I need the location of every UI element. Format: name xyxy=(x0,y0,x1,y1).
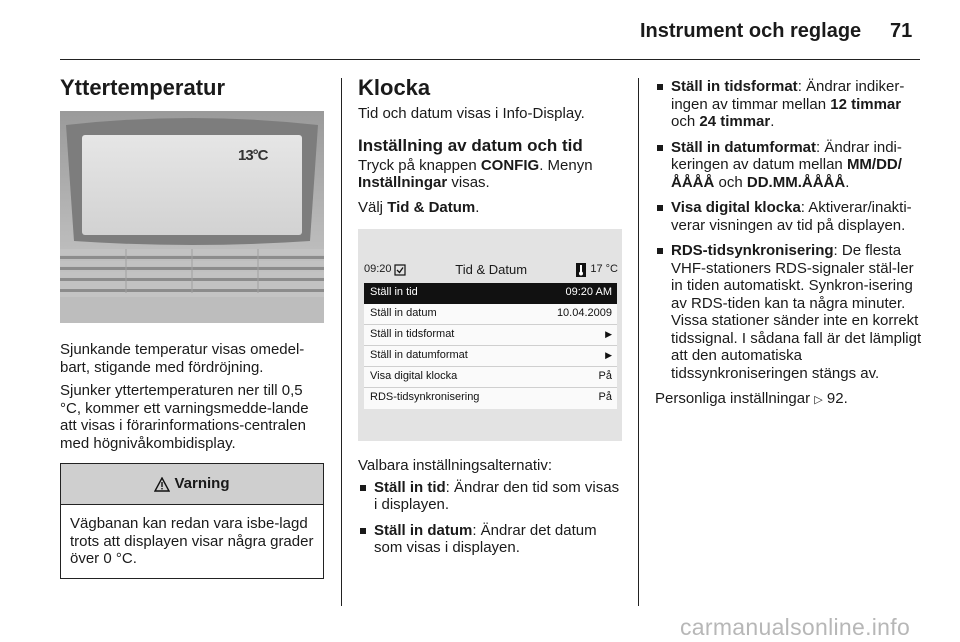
header-rule xyxy=(60,59,920,60)
cross-reference: Personliga inställningar ▷ 92. xyxy=(655,390,848,407)
page-header-title: Instrument och reglage xyxy=(640,20,862,42)
paragraph: Sjunker yttertemperaturen ner till 0,5 °C, kommer ett varningsmedde-lande att visas i förarinformations-centralen med högnivåkombidisplay. xyxy=(60,382,309,452)
warning-title: Varning xyxy=(174,475,230,493)
paragraph: Valbara inställningsalternativ: xyxy=(358,457,552,474)
screen-title: Tid & Datum xyxy=(455,262,528,278)
options-list xyxy=(358,479,626,557)
subheading: Inställning av datum och tid xyxy=(358,135,583,155)
list-item: Ställ in datumformat: Ändrar indi-keringen av datum mellan MM/DD/ ÅÅÅÅ och DD.MM.ÅÅÅÅ. xyxy=(655,139,923,192)
column-divider xyxy=(638,78,639,606)
menu-row-set-time[interactable]: Ställ in tid 09:20 AM xyxy=(364,283,617,304)
column-outside-temperature xyxy=(60,74,326,579)
column-clock xyxy=(358,74,626,565)
info-display-screen xyxy=(358,229,622,441)
config-button-name: CONFIG xyxy=(480,156,540,174)
list-item: Visa digital klocka: Aktiverar/inakti-verar visningen av tid på displayen. xyxy=(655,199,923,234)
list-item: Ställ in datum: Ändrar det datum som visas i displayen. xyxy=(358,522,626,557)
paragraph: Tid och datum visas i Info-Display. xyxy=(358,105,585,122)
warning-box xyxy=(60,463,324,579)
menu-row-date-format[interactable]: Ställ in datumformat ▶ xyxy=(364,346,617,367)
paragraph-step2: Välj Tid & Datum. xyxy=(358,198,480,216)
section-heading: Yttertemperatur xyxy=(60,75,226,100)
screen-status-bar xyxy=(364,259,618,281)
dashboard-display-photo xyxy=(60,111,324,323)
display-temperature-readout: 13°C xyxy=(238,147,268,164)
list-item: Ställ in tid: Ändrar den tid som visas i displayen. xyxy=(358,479,626,514)
warning-header xyxy=(61,464,323,505)
menu-row-digital-clock[interactable]: Visa digital klocka På xyxy=(364,367,617,388)
warning-text: Vägbanan kan redan vara isbe-lagd trots att displayen visar några grader över 0 °C. xyxy=(70,515,314,567)
screen-temperature: 17 °C xyxy=(590,263,618,276)
menu-row-time-format[interactable]: Ställ in tidsformat ▶ xyxy=(364,325,617,346)
menu-row-set-date[interactable]: Ställ in datum 10.04.2009 xyxy=(364,304,617,325)
paragraph-step1: Tryck på knappen CONFIG. Menyn Inställningar visas. xyxy=(358,156,593,191)
chevron-right-icon: ▶ xyxy=(605,329,612,340)
menu-row-rds-sync[interactable]: RDS-tidsynkronisering På xyxy=(370,391,612,404)
thermometer-icon xyxy=(576,263,586,277)
chevron-right-icon: ▶ xyxy=(605,350,612,361)
section-heading: Klocka xyxy=(358,75,431,100)
paragraph: Sjunkande temperatur visas omedel-bart, stigande med fördröjning. xyxy=(60,341,305,376)
watermark: carmanualsonline.info xyxy=(680,614,911,640)
dashboard-display-illustration xyxy=(60,111,324,323)
clock-sync-icon xyxy=(394,264,406,276)
screen-time: 09:20 xyxy=(364,263,392,276)
warning-triangle-icon xyxy=(154,477,170,492)
list-item: RDS-tidsynkronisering: De flesta VHF-stationers RDS-signaler stäl-ler in tiden automatiskt. Synkron-isering av RDS-tiden kan ta några minuter. Vissa stationer sänder inte en korrekt tidssignal. I sådana fall är det lämpligt att den automatiska tidssynkroniseringen stängs av. xyxy=(655,242,923,382)
column-clock-continued xyxy=(655,78,923,410)
page-reference-icon: ▷ xyxy=(814,394,823,406)
column-divider xyxy=(341,78,342,606)
options-list xyxy=(655,78,923,382)
menu-name: Inställningar xyxy=(358,174,448,191)
settings-menu-list xyxy=(364,283,617,409)
list-item: Ställ in tidsformat: Ändrar indiker-ingen av timmar mellan 12 timmar och 24 timmar. xyxy=(655,78,923,131)
page-number: 71 xyxy=(890,20,913,42)
